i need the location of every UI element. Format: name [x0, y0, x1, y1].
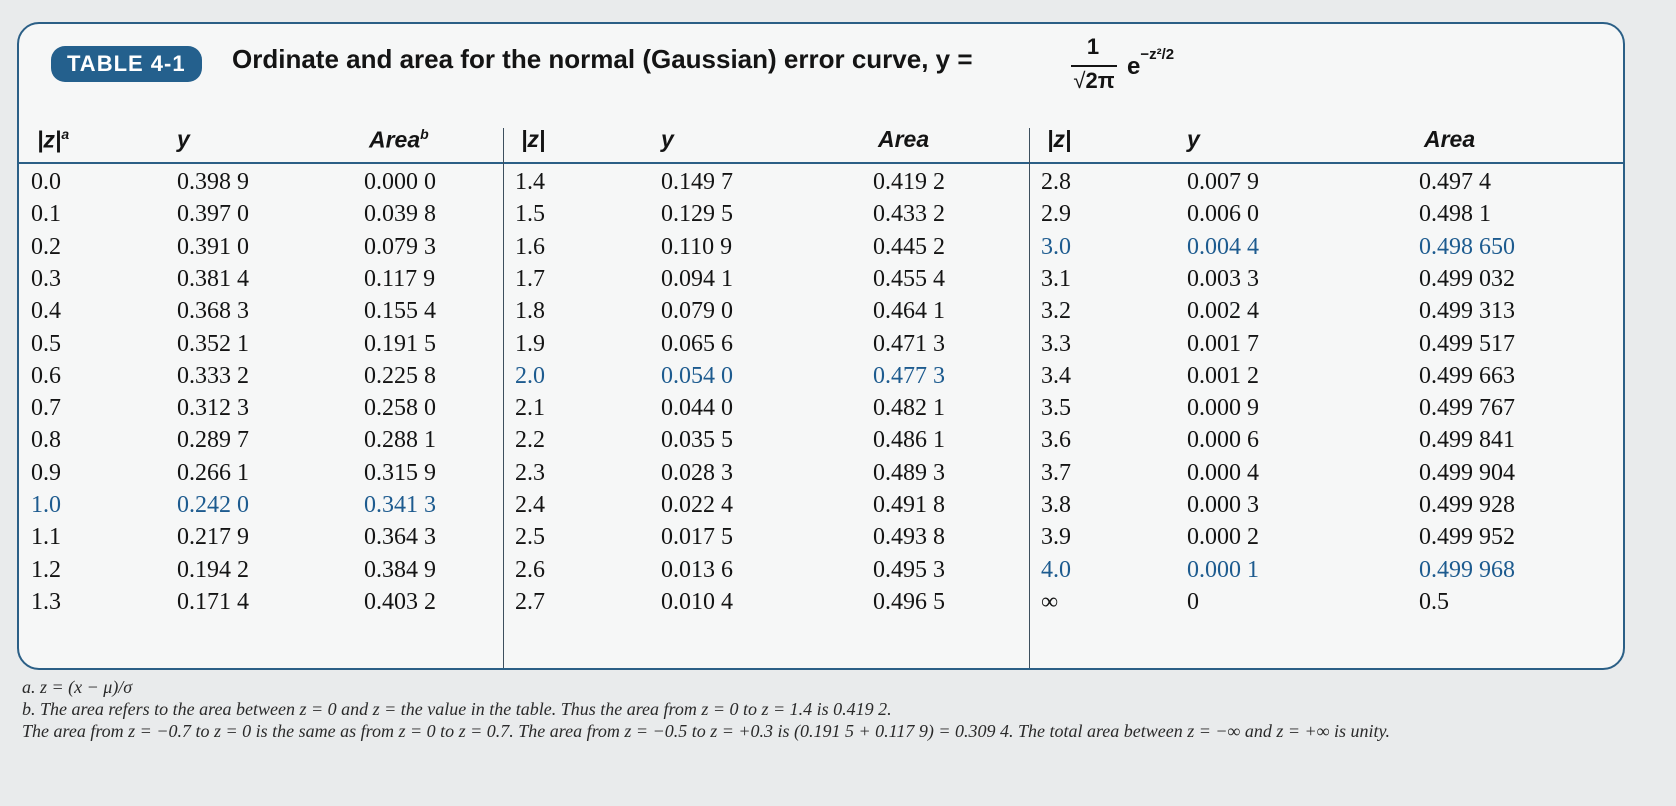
table-cell-area: 0.499 767 [1419, 395, 1515, 422]
table-cell-y: 0.044 0 [661, 395, 733, 422]
table-cell-y: 0.352 1 [177, 330, 249, 357]
table-cell-z: 0.1 [31, 201, 61, 228]
column-header-area [369, 126, 429, 154]
table-cell-y: 0.000 3 [1187, 492, 1259, 518]
table-cell-y: 0.398 9 [177, 169, 249, 195]
formula-exponential [1127, 46, 1175, 81]
table-cell-y: 0.094 1 [661, 265, 733, 292]
table-cell-y: 0.110 9 [661, 233, 733, 260]
table-cell-y: 0.381 4 [177, 265, 249, 292]
table-cell-area: 0.482 1 [873, 395, 945, 422]
table-cell-y: 0.242 0 [177, 492, 249, 518]
table-cell-y: 0.312 3 [177, 395, 249, 422]
table-cell-z: 3.7 [1041, 459, 1071, 486]
table-cell-area: 0.499 841 [1419, 427, 1515, 454]
table-cell-z: 0.8 [31, 427, 61, 454]
table-cell-area: 0.477 3 [873, 362, 945, 389]
table-cell-z: 3.5 [1041, 395, 1071, 422]
table-cell-area: 0.433 2 [873, 201, 945, 228]
table-cell-z: 1.4 [515, 169, 545, 195]
table-cell-y: 0.002 4 [1187, 298, 1259, 325]
table-cell-area: 0.499 928 [1419, 492, 1515, 518]
table-cell-z: 1.3 [31, 588, 61, 615]
table-cell-y: 0.054 0 [661, 362, 733, 389]
column-header-label: y [177, 126, 190, 152]
table-cell-area: 0.498 650 [1419, 233, 1515, 260]
table-cell-y: 0.006 0 [1187, 201, 1259, 228]
table-title: Ordinate and area for the normal (Gaussian) error curve, y = [232, 44, 973, 74]
table-cell-y: 0.001 2 [1187, 362, 1259, 389]
table-cell-y: 0.368 3 [177, 298, 249, 325]
table-cell-z: 1.9 [515, 330, 545, 357]
table-cell-area: 0.079 3 [364, 233, 436, 260]
table-cell-z: 1.1 [31, 524, 61, 551]
table-cell-y: 0.028 3 [661, 459, 733, 486]
table-cell-area: 0.464 1 [873, 298, 945, 325]
table-cell-z: 3.2 [1041, 298, 1071, 325]
column-header-footnote-mark: a [61, 126, 70, 142]
table-cell-y: 0.000 2 [1187, 524, 1259, 551]
column-header-area [1424, 126, 1475, 153]
table-cell-area: 0.498 1 [1419, 201, 1491, 228]
table-cell-y: 0.391 0 [177, 233, 249, 260]
table-cell-area: 0.499 313 [1419, 298, 1515, 325]
table-cell-area: 0.455 4 [873, 265, 945, 292]
table-cell-area: 0.499 952 [1419, 524, 1515, 551]
table-cell-y: 0.000 1 [1187, 556, 1259, 583]
table-cell-z: 0.4 [31, 298, 61, 325]
column-header-z [37, 126, 69, 154]
table-cell-z: 1.7 [515, 265, 545, 292]
table-cell-z: 3.6 [1041, 427, 1071, 454]
table-cell-y: 0.000 6 [1187, 427, 1259, 454]
table-cell-y: 0.217 9 [177, 524, 249, 551]
column-header-y [661, 126, 674, 153]
column-header-row [19, 104, 1623, 164]
table-cell-area: 0.288 1 [364, 427, 436, 454]
table-cell-z: 4.0 [1041, 556, 1071, 583]
table-cell-area: 0.495 3 [873, 556, 945, 583]
table-cell-area: 0.117 9 [364, 265, 436, 292]
table-cell-z: 3.4 [1041, 362, 1071, 389]
column-header-label: |z| [1047, 126, 1072, 152]
table-cell-area: 0.499 517 [1419, 330, 1515, 357]
table-cell-area: 0.491 8 [873, 492, 945, 518]
table-cell-z: 0.7 [31, 395, 61, 422]
column-header-area [878, 126, 929, 153]
table-cell-y: 0.289 7 [177, 427, 249, 454]
table-cell-y: 0.017 5 [661, 524, 733, 551]
table-cell-area: 0.341 3 [364, 492, 436, 518]
table-cell-area: 0.039 8 [364, 201, 436, 228]
column-header-label: y [661, 126, 674, 152]
table-cell-area: 0.497 4 [1419, 169, 1491, 195]
table-cell-area: 0.403 2 [364, 588, 436, 615]
formula-e: e [1127, 53, 1141, 80]
table-cell-area: 0.315 9 [364, 459, 436, 486]
table-cell-z: 2.6 [515, 556, 545, 583]
table-cell-z: 2.2 [515, 427, 545, 454]
table-cell-area: 0.419 2 [873, 169, 945, 195]
formula-numerator: 1 [1086, 34, 1100, 59]
table-cell-z: ∞ [1041, 588, 1059, 615]
table-cell-z: 3.1 [1041, 265, 1071, 292]
table-cell-y: 0.007 9 [1187, 169, 1259, 195]
table-cell-y: 0.013 6 [661, 556, 733, 583]
table-cell-area: 0.191 5 [364, 330, 436, 357]
table-cell-y: 0.079 0 [661, 298, 733, 325]
footnote-c: The area from z = −0.7 to z = 0 is the same as from z = 0 to z = 0.7. The area from z = −0.5 to z = +0.3 is (0.191 5 + 0.117 9) = 0.309 4. The total area between z = −∞ and z = +∞ is unity. [22, 721, 1391, 741]
table-cell-area: 0.499 968 [1419, 556, 1515, 583]
table-cell-area: 0.499 663 [1419, 362, 1515, 389]
table-cell-area: 0.486 1 [873, 427, 945, 454]
table-cell-area: 0.499 904 [1419, 459, 1515, 486]
formula-exponent: −z²/2 [1140, 46, 1175, 63]
table-cell-area: 0.258 0 [364, 395, 436, 422]
table-cell-z: 0.5 [31, 330, 61, 357]
table-cell-area: 0.489 3 [873, 459, 945, 486]
normal-distribution-table [17, 22, 1625, 670]
table-cell-area: 0.225 8 [364, 362, 436, 389]
column-header-label: y [1187, 126, 1200, 152]
table-cell-z: 0.0 [31, 169, 61, 195]
column-header-label: |z| [521, 126, 546, 152]
sqrt-icon: √ [1073, 68, 1086, 93]
table-cell-y: 0.001 7 [1187, 330, 1259, 357]
table-cell-z: 0.6 [31, 362, 61, 389]
table-cell-y: 0.000 4 [1187, 459, 1259, 486]
table-cell-z: 2.0 [515, 362, 545, 389]
table-cell-z: 2.4 [515, 492, 545, 518]
table-cell-y: 0.266 1 [177, 459, 249, 486]
table-cell-area: 0.471 3 [873, 330, 945, 357]
column-divider [503, 128, 504, 670]
table-cell-area: 0.445 2 [873, 233, 945, 260]
fraction-bar [1071, 65, 1117, 67]
table-cell-z: 3.9 [1041, 524, 1071, 551]
table-cell-area: 0.5 [1419, 588, 1449, 615]
table-cell-area: 0.364 3 [364, 524, 436, 551]
table-cell-z: 3.8 [1041, 492, 1071, 518]
table-cell-y: 0.000 9 [1187, 395, 1259, 422]
table-cell-y: 0.171 4 [177, 588, 249, 615]
formula-denominator [1069, 68, 1119, 94]
table-cell-y: 0.149 7 [661, 169, 733, 195]
table-cell-y: 0.194 2 [177, 556, 249, 583]
column-header-z [1047, 126, 1071, 153]
table-cell-y: 0.333 2 [177, 362, 249, 389]
column-divider [1029, 128, 1030, 670]
table-cell-area: 0.499 032 [1419, 265, 1515, 292]
table-cell-y: 0.010 4 [661, 588, 733, 615]
table-title-row [19, 24, 1623, 94]
column-header-label: |z| [37, 126, 62, 153]
column-header-z [521, 126, 545, 153]
table-cell-z: 2.3 [515, 459, 545, 486]
table-cell-y: 0 [1187, 588, 1199, 615]
footnote-b: b. The area refers to the area between z = 0 and z = the value in the table. Thus the area from z = 0 to z = 1.4 is 0.419 2. [22, 699, 892, 719]
column-header-footnote-mark: b [420, 126, 429, 142]
column-header-label: Area [1424, 126, 1476, 152]
table-cell-z: 2.5 [515, 524, 545, 551]
table-cell-z: 3.3 [1041, 330, 1071, 357]
table-cell-z: 1.2 [31, 556, 61, 583]
table-cell-z: 1.8 [515, 298, 545, 325]
table-cell-area: 0.155 4 [364, 298, 436, 325]
table-cell-area: 0.384 9 [364, 556, 436, 583]
table-cell-area: 0.493 8 [873, 524, 945, 551]
column-header-y [1187, 126, 1200, 153]
table-cell-z: 1.5 [515, 201, 545, 228]
table-cell-z: 2.7 [515, 588, 545, 615]
table-cell-z: 0.9 [31, 459, 61, 486]
table-cell-y: 0.035 5 [661, 427, 733, 454]
table-cell-y: 0.397 0 [177, 201, 249, 228]
table-cell-z: 1.6 [515, 233, 545, 260]
table-cell-area: 0.496 5 [873, 588, 945, 615]
table-cell-z: 2.8 [1041, 169, 1071, 195]
table-cell-z: 1.0 [31, 492, 61, 518]
table-cell-z: 0.2 [31, 233, 61, 260]
table-cell-z: 3.0 [1041, 233, 1071, 260]
table-cell-z: 2.9 [1041, 201, 1071, 228]
table-cell-area: 0.000 0 [364, 169, 436, 195]
table-badge: TABLE 4-1 [51, 46, 202, 82]
table-cell-y: 0.003 3 [1187, 265, 1259, 292]
column-header-label: Area [878, 126, 930, 152]
table-cell-z: 0.3 [31, 265, 61, 292]
table-cell-y: 0.129 5 [661, 201, 733, 228]
table-cell-y: 0.004 4 [1187, 233, 1259, 260]
column-header-label: Area [369, 126, 421, 153]
table-cell-z: 2.1 [515, 395, 545, 422]
footnote-a: a. z = (x − μ)/σ [22, 677, 133, 697]
formula-denominator-text: 2π [1085, 68, 1115, 93]
footnotes [22, 676, 1662, 742]
table-cell-y: 0.065 6 [661, 330, 733, 357]
column-header-y [177, 126, 190, 153]
table-cell-y: 0.022 4 [661, 492, 733, 518]
